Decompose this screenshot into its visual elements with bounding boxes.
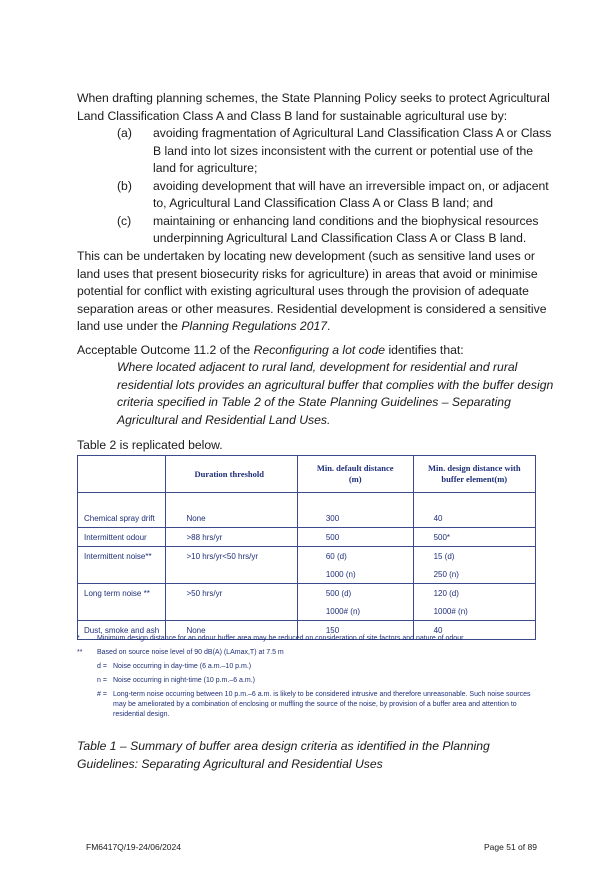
table-header: Min. default distance (m)	[297, 456, 413, 493]
regulation-name: Planning Regulations 2017	[181, 319, 328, 333]
development-text: This can be undertaken by locating new development (such as sensitive land uses or land uses that present biosecurity risks for agriculture) in areas that avoid or minimise potential for conflict with existing agricultural uses through the provision of adequate separation areas or other measures. Residential development is considered a sensitive land use under the	[77, 249, 547, 333]
note-marker	[77, 676, 97, 686]
table-header-row	[78, 456, 536, 493]
table-cell: >88 hrs/yr	[166, 528, 297, 547]
development-paragraph	[77, 248, 557, 336]
note-text: Long-term noise occurring between 10 p.m.–6 a.m. is likely to be considered intrusive and therefore unreasonable. Such noise sources may be ameliorated by a combination of enclosing or muffling the source of the noise, by provision of a buffer area and attention to residential design.	[113, 691, 531, 718]
list-item	[77, 125, 557, 178]
table-cell: >10 hrs/yr<50 hrs/yr	[166, 547, 297, 566]
buffer-table	[77, 455, 536, 640]
table-cell: 150	[297, 621, 413, 640]
table-cell: 1000# (n)	[413, 602, 535, 621]
table-row	[78, 509, 536, 528]
table-cell: 250 (n)	[413, 565, 535, 584]
table-cell: 1000# (n)	[297, 602, 413, 621]
ao-prefix: Acceptable Outcome 11.2 of the	[77, 343, 254, 357]
list-item	[77, 178, 557, 213]
table-cell: None	[166, 509, 297, 528]
table-header: Duration threshold	[166, 456, 297, 493]
table-notes	[77, 634, 537, 724]
table-cell: Intermittent noise**	[78, 547, 166, 566]
table-note	[77, 648, 537, 658]
acceptable-outcome-quote: Where located adjacent to rural land, development for residential and rural residential lots provides an agricultural buffer that complies with the buffer design criteria specified in Table 2 of the State Planning Guidelines – Separating Agricultural and Residential Land Uses.	[117, 360, 554, 427]
table-cell: Long term noise **	[78, 584, 166, 603]
table-intro: Table 2 is replicated below.	[77, 438, 223, 452]
acceptable-outcome-paragraph	[77, 342, 557, 360]
note-symbol: d =	[97, 663, 107, 670]
table-cell: 500*	[413, 528, 535, 547]
list-item-label: (a)	[117, 126, 132, 140]
table-caption: Table 1 – Summary of buffer area design criteria as identified in the Planning Guidelines: Separating Agricultural and Residential Uses	[77, 739, 490, 771]
list-item-label: (c)	[117, 213, 132, 228]
table-note	[77, 634, 537, 644]
list-item	[77, 213, 557, 248]
table-cell: None	[166, 621, 297, 640]
intro-list	[77, 125, 557, 248]
table-cell: 500	[297, 528, 413, 547]
ao-suffix: identifies that:	[385, 343, 464, 357]
table-cell: 15 (d)	[413, 547, 535, 566]
note-marker: **	[77, 649, 83, 656]
table-cell: Chemical spray drift	[78, 509, 166, 528]
note-text: Minimum design distance for an odour buffer area may be reduced on consideration of site factors and nature of odour	[97, 635, 464, 642]
table-header: Min. design distance with buffer element(m)	[413, 456, 535, 493]
table-row	[78, 565, 536, 584]
note-marker	[77, 690, 97, 720]
code-name: Reconfiguring a lot code	[253, 343, 386, 357]
table-cell: 120 (d)	[413, 584, 535, 603]
table-note	[77, 676, 537, 686]
table-cell: 40	[413, 509, 535, 528]
list-item-text: maintaining or enhancing land conditions and the biophysical resources underpinning Agricultural Land Classification Class A or Class B land.	[153, 213, 539, 245]
note-text: Based on source noise level of 90 dB(A) (LAmax,T) at 7.5 m	[97, 649, 284, 656]
table-note	[77, 662, 537, 672]
list-item-text: avoiding fragmentation of Agricultural Land Classification Class A or Class B land into lot sizes inconsistent with the current or potential use of the land for agriculture;	[153, 126, 552, 175]
table-header	[78, 456, 166, 493]
table-cell: Dust, smoke and ash	[78, 621, 166, 640]
table-cell: 500 (d)	[297, 584, 413, 603]
note-text: Noise occurring in day-time (6 a.m.–10 p.m.)	[113, 663, 252, 670]
table-cell: 60 (d)	[297, 547, 413, 566]
note-symbol: n =	[97, 677, 107, 684]
table-cell: 1000 (n)	[297, 565, 413, 584]
note-marker: *	[77, 635, 80, 642]
table-row	[78, 528, 536, 547]
note-text: Noise occurring in night-time (10 p.m.–6 a.m.)	[113, 677, 255, 684]
table-row	[78, 547, 536, 566]
note-symbol: # =	[97, 691, 107, 698]
footer-page-number: Page 51 of 89	[484, 842, 537, 852]
table-cell: 300	[297, 509, 413, 528]
intro-paragraph: When drafting planning schemes, the State Planning Policy seeks to protect Agricultural Land Classification Class A and Class B land for sustainable agricultural use by:	[77, 91, 550, 123]
development-end: .	[327, 319, 331, 333]
table-note	[77, 690, 537, 720]
note-marker	[77, 662, 97, 672]
table-cell: >50 hrs/yr	[166, 584, 297, 603]
list-item-label: (b)	[117, 178, 132, 193]
table-cell: 40	[413, 621, 535, 640]
table-row	[78, 584, 536, 603]
footer-document-code: FM6417Q/19-24/06/2024	[86, 842, 181, 852]
list-item-text: avoiding development that will have an irreversible impact on, or adjacent to, Agricultural Land Classification Class A or Class B land; and	[153, 178, 549, 210]
table-row	[78, 602, 536, 621]
table-cell: Intermittent odour	[78, 528, 166, 547]
